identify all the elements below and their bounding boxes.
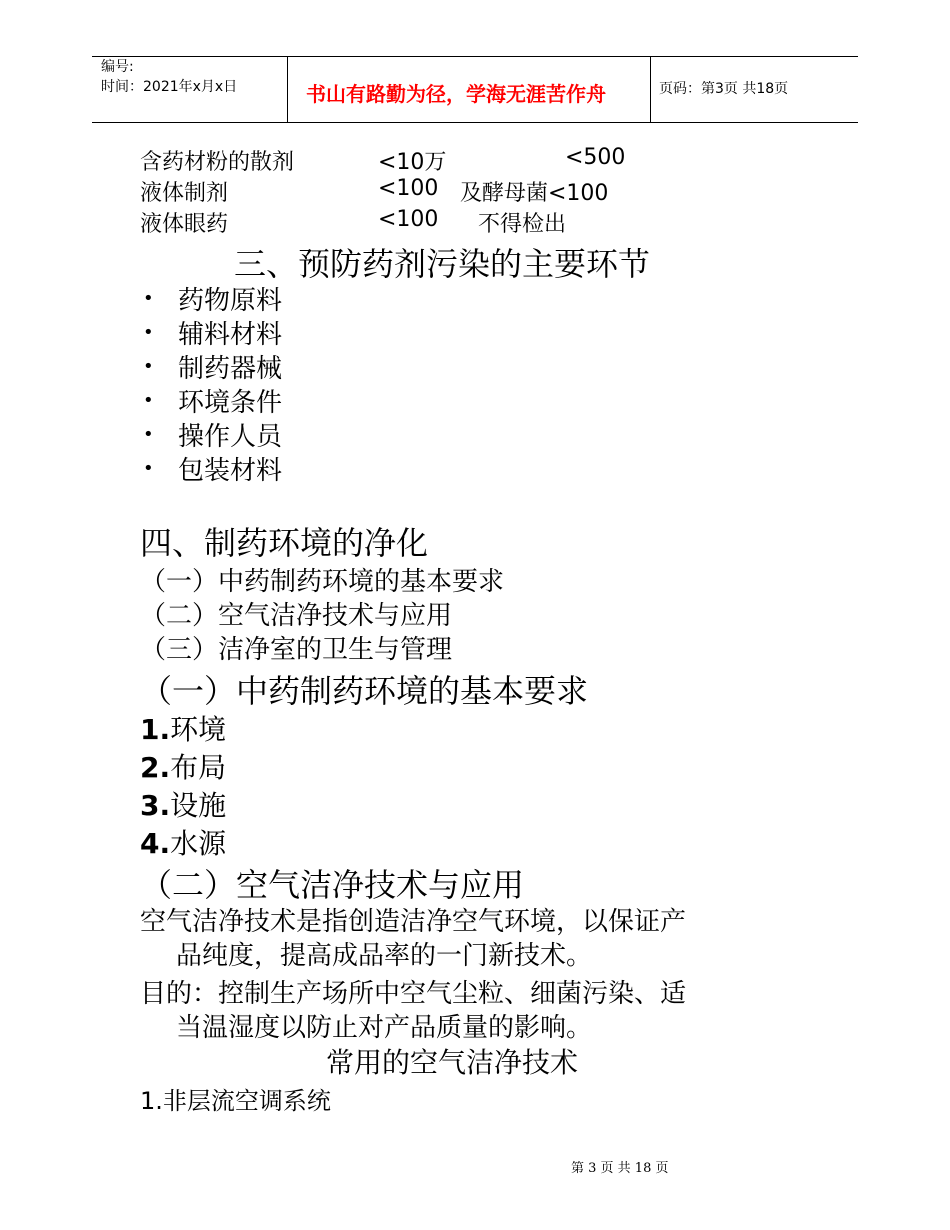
table-col1: <100: [378, 176, 439, 201]
paragraph-line: 品纯度，提高成品率的一门新技术。: [176, 941, 593, 971]
bullet-icon: •: [143, 288, 154, 309]
list-item-text: 药物原料: [178, 286, 283, 316]
header-bottom-rule: [92, 122, 858, 123]
header-divider-2: [650, 57, 651, 123]
table-col1: <10万: [378, 150, 447, 175]
list-item-text: 辅料材料: [178, 320, 283, 350]
table-item: 含药材粉的散剂: [140, 150, 295, 175]
list-item-text: 制药器械: [178, 354, 283, 384]
table-item: 液体制剂: [140, 181, 229, 206]
section4-title: 四、制药环境的净化: [140, 524, 429, 562]
section3-title: 三、预防药剂污染的主要环节: [234, 245, 651, 283]
item-text: 水源: [170, 827, 227, 860]
list-item-text: 包装材料: [178, 456, 283, 486]
page-footer: 第 3 页 共 18 页: [571, 1161, 669, 1176]
header-motto: 书山有路勤为径，学海无涯苦作舟: [306, 82, 606, 106]
header-time-label: 时间：2021年x月x日: [101, 79, 238, 95]
section4-sub-item: （三）洁净室的卫生与管理: [140, 635, 453, 665]
item-number: 3.: [140, 789, 171, 822]
numbered-item: [140, 822, 226, 862]
header-page-info: 页码：第3页 共18页: [659, 81, 789, 97]
numbered-item: [140, 708, 226, 748]
item-text: 设施: [170, 789, 227, 822]
table-col2: 及酵母菌<100: [460, 181, 609, 206]
sub1-title: （一）中药制药环境的基本要求: [140, 672, 589, 710]
item-number: 2.: [140, 751, 171, 784]
list-item-text: 操作人员: [178, 422, 283, 452]
numbered-item: [140, 784, 226, 824]
numbered-item: [140, 746, 226, 786]
header-divider-1: [287, 57, 288, 123]
paragraph-line: 空气洁净技术是指创造洁净空气环境，以保证产: [140, 907, 687, 937]
section4-sub-item: （一）中药制药环境的基本要求: [140, 567, 505, 597]
header-top-rule: [92, 56, 858, 57]
bullet-icon: •: [143, 458, 154, 479]
table-item: 液体眼药: [140, 212, 229, 237]
table-col2: <500: [565, 145, 626, 170]
list-item-text: 环境条件: [178, 388, 283, 418]
bullet-icon: •: [143, 322, 154, 343]
item-number: 4.: [140, 827, 171, 860]
item-number: 1.: [140, 713, 171, 746]
bullet-icon: •: [143, 390, 154, 411]
paragraph-line: 目的：控制生产场所中空气尘粒、细菌污染、适: [140, 979, 687, 1009]
bullet-icon: •: [143, 356, 154, 377]
sub2-title: （二）空气洁净技术与应用: [140, 866, 525, 904]
item-text: 环境: [170, 713, 227, 746]
item-text: 布局: [170, 751, 227, 784]
header-number-label: 编号:: [101, 59, 134, 75]
section4-sub-item: （二）空气洁净技术与应用: [140, 601, 453, 631]
table-col1: <100: [378, 207, 439, 232]
paragraph-line: 当温湿度以防止对产品质量的影响。: [176, 1013, 593, 1043]
sub2-center-title: 常用的空气洁净技术: [326, 1046, 579, 1079]
bullet-icon: •: [143, 424, 154, 445]
table-col2: 不得检出: [478, 212, 567, 237]
sub2-item: 1.非层流空调系统: [140, 1087, 331, 1115]
